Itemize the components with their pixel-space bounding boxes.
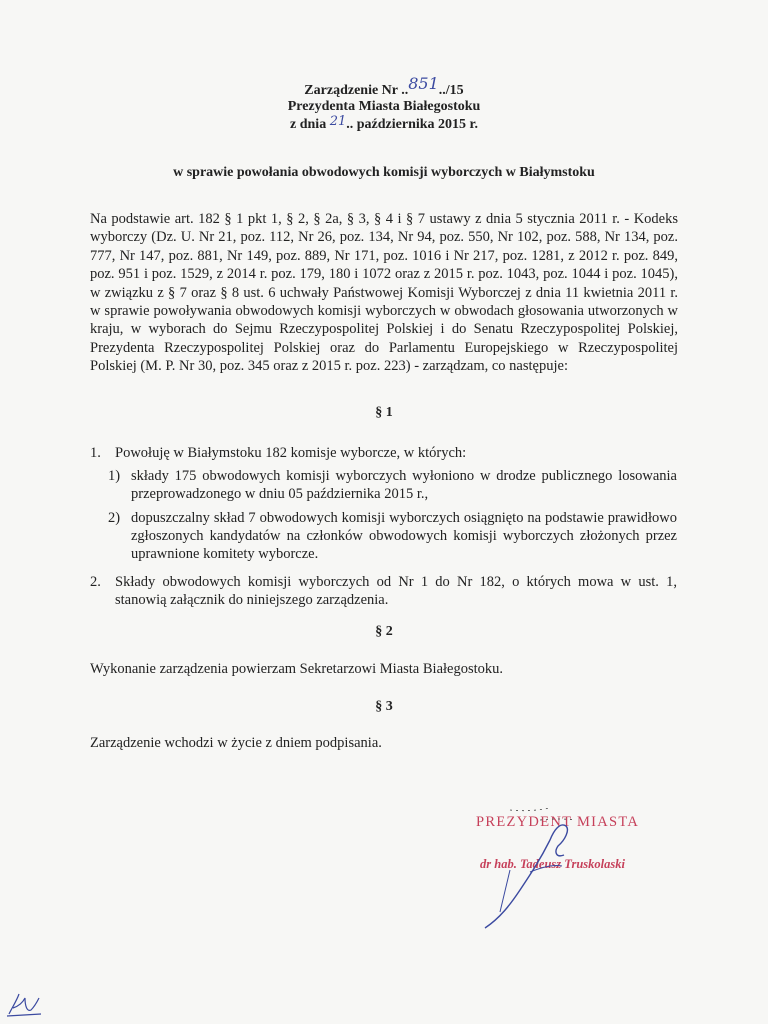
item-1-number: 1. — [90, 445, 101, 461]
item-2-text: Składy obwodowych komisji wyborczych od Nr 1 do Nr 182, o których mowa w ust. 1, stanowią załącznik do niniejszego zarządzenia. — [115, 574, 677, 608]
subitem-1-text: składy 175 obwodowych komisji wyborczych wyłoniono w drodze publicznego losowania przeprowadzonego w dniu 05 października 2015 r., — [131, 468, 677, 502]
section-2-heading: § 2 — [375, 624, 393, 639]
item-1-text: Powołuję w Białymstoku 182 komisje wyborcze, w których: — [115, 445, 467, 461]
decree-dots: .. — [438, 83, 446, 98]
subitem-2-text: dopuszczalny skład 7 obwodowych komisji wyborczych osiągnięto na podstawie prawidłowo zgłoszonych kandydatów na członków obwodowych komisji wyborczych złożonych przez uprawnione komitety wyborcze. — [131, 510, 677, 562]
handwritten-day: 21 — [329, 114, 347, 129]
initials-mark — [5, 990, 45, 1020]
date-line — [0, 116, 768, 134]
section-1-heading: § 1 — [375, 405, 393, 420]
decree-suffix: /15 — [445, 83, 464, 98]
issuer-line: Prezydenta Miasta Białegostoku — [287, 99, 481, 114]
decree-number-line — [0, 74, 768, 100]
signature — [470, 800, 670, 940]
item-2-number: 2. — [90, 574, 101, 590]
subject-line: w sprawie powołania obwodowych komisji wyborczych w Białymstoku — [173, 165, 595, 180]
date-suffix: .. października 2015 r. — [346, 117, 478, 132]
date-prefix: z dnia — [290, 117, 330, 132]
stamp-title: PREZYDENT MIASTA — [476, 814, 640, 830]
stamp-name: dr hab. Tadeusz Truskolaski — [480, 857, 625, 871]
subitem-2-number: 2) — [108, 510, 121, 526]
decree-prefix: Zarządzenie Nr — [304, 83, 402, 98]
legal-basis-paragraph: Na podstawie art. 182 § 1 pkt 1, § 2, § 2a, § 3, § 4 i § 7 ustawy z dnia 5 stycznia 2011 r. - Kodeks wyborczy (Dz. U. Nr 21, poz. 112, Nr 26, poz. 134, Nr 94, poz. 550, Nr 102, poz. 588, Nr 134, poz. 777, Nr 147, poz. 881, Nr 149, poz. 889, Nr 171, poz. 1016 i Nr 217, poz. 1281, z 2012 r. poz. 849, poz. 951 i poz. 1529, z 2014 r. poz. 179, 180 i 1072 oraz z 2015 r. poz. 1043, poz. 1044 i poz. 1045), w związku z § 7 oraz § 8 ust. 6 uchwały Państwowej Komisji Wyborczej z dnia 11 kwietnia 2011 r. w sprawie powoływania obwodowych komisji wyborczych w obwodach głosowania utworzonych w kraju, w wyborach do Sejmu Rzeczypospolitej Polskiej i do Senatu Rzeczypospolitej Polskiej, Prezydenta Rzeczypospolitej Polskiej oraz do Parlamentu Europejskiego w Rzeczypospolitej Polskiej (M. P. Nr 30, poz. 345 oraz z 2015 r. poz. 223) - zarządzam, co następuje: — [90, 211, 678, 375]
section-2-text: Wykonanie zarządzenia powierzam Sekretarzowi Miasta Białegostoku. — [90, 661, 504, 677]
section-3-heading: § 3 — [375, 699, 393, 714]
decree-dots: .. — [401, 83, 409, 98]
handwritten-number: 851 — [408, 74, 439, 93]
section-3-text: Zarządzenie wchodzi w życie z dniem podpisania. — [90, 735, 382, 751]
subitem-1-number: 1) — [108, 468, 121, 484]
